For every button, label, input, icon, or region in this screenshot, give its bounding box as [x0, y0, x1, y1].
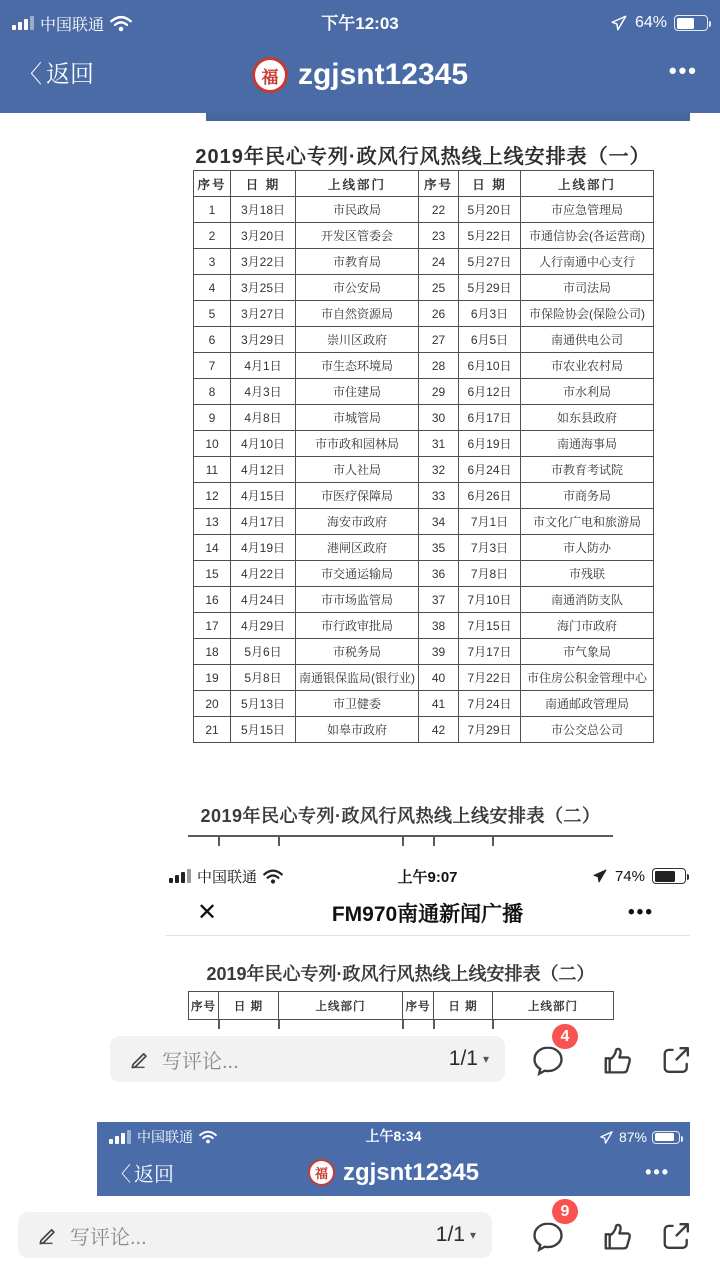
table-cell: 5月27日: [459, 249, 521, 275]
table-cell: 7月3日: [459, 535, 521, 561]
table-cell: 13: [194, 509, 231, 535]
share-button[interactable]: [658, 1218, 694, 1254]
screenshot1-title: FM970南通新闻广播: [331, 902, 524, 926]
table-cell: 5月6日: [231, 639, 296, 665]
table-cell: 6月17日: [459, 405, 521, 431]
table-column-tick: [402, 837, 404, 846]
table-cell: 4月3日: [231, 379, 296, 405]
table-cell: 海门市政府: [521, 613, 654, 639]
table-header-cell: 日 期: [219, 992, 279, 1020]
table-column-tick: [402, 1020, 404, 1029]
write-pencil-icon: [34, 1222, 60, 1248]
like-button[interactable]: [599, 1218, 635, 1254]
table-cell: 10: [194, 431, 231, 457]
write-pencil-icon: [126, 1046, 152, 1072]
table-cell: 港闸区政府: [296, 535, 419, 561]
table-cell: 4月15日: [231, 483, 296, 509]
battery-percent-label: 87%: [618, 1129, 647, 1145]
table-row: [194, 405, 654, 431]
carrier-label: 中国联通: [197, 868, 258, 886]
share-button[interactable]: [658, 1042, 694, 1078]
table-cell: 4月22日: [231, 561, 296, 587]
battery-icon: [652, 868, 686, 884]
screenshot1-status-time: 上午9:07: [397, 868, 458, 886]
nav-bar: [0, 40, 720, 110]
comment-input[interactable]: [18, 1212, 492, 1258]
table-cell: 开发区管委会: [296, 223, 419, 249]
page-selector[interactable]: [449, 1047, 489, 1071]
table-row: [194, 457, 654, 483]
back-button[interactable]: [18, 54, 94, 89]
table-cell: 38: [419, 613, 459, 639]
account-title: zgjsnt12345: [342, 1158, 480, 1186]
table-cell: 3月22日: [231, 249, 296, 275]
table-cell: 3月29日: [231, 327, 296, 353]
table2-preview-title: 2019年民心专列·政风行风热线上线安排表（二）: [200, 806, 601, 826]
table-cell: 7月17日: [459, 639, 521, 665]
table-cell: 市行政审批局: [296, 613, 419, 639]
screenshot1-nav-bar: [165, 890, 690, 936]
table-header-cell: 序号: [419, 171, 459, 197]
table-cell: 29: [419, 379, 459, 405]
back-chevron-icon: 〈: [111, 1164, 131, 1186]
table-row: [194, 249, 654, 275]
close-icon: ✕: [197, 899, 218, 926]
table-column-tick: [492, 1020, 494, 1029]
page-indicator: 1/1: [435, 1223, 465, 1246]
table-cell: 15: [194, 561, 231, 587]
table-cell: 6月12日: [459, 379, 521, 405]
carrier-label: 中国联通: [40, 16, 105, 34]
table-cell: 5月15日: [231, 717, 296, 743]
table-cell: 7月8日: [459, 561, 521, 587]
table-row: [194, 275, 654, 301]
table2-title: 2019年民心专列·政风行风热线上线安排表（二）: [206, 964, 595, 984]
table-row: [194, 561, 654, 587]
table-row: [194, 613, 654, 639]
screenshot2-status-bar: [97, 1122, 690, 1149]
table-cell: 市住房公积金管理中心: [521, 665, 654, 691]
page-selector[interactable]: [436, 1223, 476, 1247]
table-cell: 4月19日: [231, 535, 296, 561]
table-cell: 40: [419, 665, 459, 691]
table-cell: 37: [419, 587, 459, 613]
table-cell: 3月18日: [231, 197, 296, 223]
table-column-tick: [218, 1020, 220, 1029]
table-header-row: [194, 171, 654, 197]
table-cell: 22: [419, 197, 459, 223]
table-cell: 34: [419, 509, 459, 535]
table-cell: 21: [194, 717, 231, 743]
table-cell: 4月29日: [231, 613, 296, 639]
table-cell: 市残联: [521, 561, 654, 587]
table-cell: 20: [194, 691, 231, 717]
embedded-screenshot-zgjsnt: [97, 1122, 690, 1196]
table-cell: 市通信协会(各运营商): [521, 223, 654, 249]
account-title-group: [252, 57, 468, 93]
table-header-cell: 日 期: [434, 992, 493, 1020]
table-cell: 18: [194, 639, 231, 665]
table-cell: 7: [194, 353, 231, 379]
table-cell: 27: [419, 327, 459, 353]
table-cell: 市公安局: [296, 275, 419, 301]
table-cell: 7月29日: [459, 717, 521, 743]
table-cell: 市税务局: [296, 639, 419, 665]
more-menu-button[interactable]: •••: [668, 58, 698, 83]
table-header-cell: 日 期: [459, 171, 521, 197]
table-cell: 6月19日: [459, 431, 521, 457]
table-row: [194, 223, 654, 249]
table-cell: 6月10日: [459, 353, 521, 379]
table-cell: 南通邮政管理局: [521, 691, 654, 717]
table-cell: 市司法局: [521, 275, 654, 301]
table-cell: 2: [194, 223, 231, 249]
chevron-down-icon: ▾: [469, 1228, 476, 1242]
more-icon: •••: [628, 901, 654, 923]
table-cell: 14: [194, 535, 231, 561]
table-cell: 5月20日: [459, 197, 521, 223]
account-title: zgjsnt12345: [297, 58, 469, 91]
table-cell: 市自然资源局: [296, 301, 419, 327]
screenshot2-status-time: 上午8:34: [365, 1128, 422, 1144]
table-cell: 35: [419, 535, 459, 561]
like-button[interactable]: [599, 1042, 635, 1078]
table-cell: 1: [194, 197, 231, 223]
table-column-tick: [218, 837, 220, 846]
table-cell: 17: [194, 613, 231, 639]
table-cell: 市市政和园林局: [296, 431, 419, 457]
table-cell: 市人防办: [521, 535, 654, 561]
table-cell: 市气象局: [521, 639, 654, 665]
table-cell: 30: [419, 405, 459, 431]
table-cell: 市农业农村局: [521, 353, 654, 379]
table-cell: 11: [194, 457, 231, 483]
table-cell: 8: [194, 379, 231, 405]
table-cell: 5月29日: [459, 275, 521, 301]
table-cell: 26: [419, 301, 459, 327]
table-cell: 市教育考试院: [521, 457, 654, 483]
account-logo-icon: 福: [252, 57, 288, 93]
table-cell: 市卫健委: [296, 691, 419, 717]
table-cell: 市人社局: [296, 457, 419, 483]
schedule-table-2-header: [188, 991, 614, 1020]
app-header: [0, 0, 720, 113]
table-cell: 3月27日: [231, 301, 296, 327]
table-cell: 6月26日: [459, 483, 521, 509]
table-header-cell: 序号: [194, 171, 231, 197]
page-indicator: 1/1: [448, 1047, 478, 1070]
back-label-static: 〈 返回: [111, 1158, 174, 1187]
battery-icon: [674, 15, 708, 31]
table-cell: 市文化广电和旅游局: [521, 509, 654, 535]
table-column-tick: [278, 837, 280, 846]
table-cell: 3: [194, 249, 231, 275]
table-cell: 39: [419, 639, 459, 665]
table-cell: 市教育局: [296, 249, 419, 275]
table-cell: 4月1日: [231, 353, 296, 379]
table-cell: 市水利局: [521, 379, 654, 405]
table-header-cell: 上线部门: [279, 992, 403, 1020]
table-cell: 36: [419, 561, 459, 587]
table-cell: 4: [194, 275, 231, 301]
table-cell: 海安市政府: [296, 509, 419, 535]
table-cell: 市应急管理局: [521, 197, 654, 223]
comment-bar-1: [0, 1027, 720, 1088]
table-cell: 如东县政府: [521, 405, 654, 431]
table-cell: 市公交总公司: [521, 717, 654, 743]
table-cell: 南通银保监局(银行业): [296, 665, 419, 691]
battery-percent-label: 64%: [634, 14, 667, 31]
table-row: [194, 691, 654, 717]
table2-preview: [188, 802, 613, 845]
comment-placeholder: 写评论...: [162, 1050, 239, 1073]
table-cell: 4月24日: [231, 587, 296, 613]
table-header-cell: 上线部门: [493, 992, 614, 1020]
table-row: [194, 509, 654, 535]
table-cell: 7月24日: [459, 691, 521, 717]
table-row: [194, 717, 654, 743]
table-cell: 南通海事局: [521, 431, 654, 457]
table-cell: 6月24日: [459, 457, 521, 483]
table-cell: 7月1日: [459, 509, 521, 535]
table-row: [194, 353, 654, 379]
account-title-group: [308, 1159, 479, 1187]
table-cell: 12: [194, 483, 231, 509]
table-cell: 3月25日: [231, 275, 296, 301]
table-row: [194, 665, 654, 691]
comment-count-badge: 4: [552, 1024, 578, 1049]
table-cell: 市住建局: [296, 379, 419, 405]
table-cell: 6: [194, 327, 231, 353]
table-cell: 市保险协会(保险公司): [521, 301, 654, 327]
table-cell: 23: [419, 223, 459, 249]
table-cell: 16: [194, 587, 231, 613]
status-bar: [0, 0, 720, 40]
table1-title: 2019年民心专列·政风行风热线上线安排表（一）: [195, 146, 651, 168]
table-cell: 24: [419, 249, 459, 275]
table-cell: 31: [419, 431, 459, 457]
table-cell: 如皋市政府: [296, 717, 419, 743]
table-cell: 人行南通中心支行: [521, 249, 654, 275]
table-cell: 市市场监管局: [296, 587, 419, 613]
table-cell: 42: [419, 717, 459, 743]
table-header-cell: 日 期: [231, 171, 296, 197]
table2-bottom-ticks: [188, 1020, 613, 1030]
table-cell: 5月22日: [459, 223, 521, 249]
table-cell: 33: [419, 483, 459, 509]
table-cell: 5: [194, 301, 231, 327]
table-header-cell: 上线部门: [521, 171, 654, 197]
chevron-down-icon: ▾: [482, 1052, 489, 1066]
table-cell: 市城管局: [296, 405, 419, 431]
table-column-tick: [433, 1020, 435, 1029]
table-cell: 25: [419, 275, 459, 301]
table-cell: 4月17日: [231, 509, 296, 535]
table-cell: 7月22日: [459, 665, 521, 691]
carrier-label: 中国联通: [137, 1129, 193, 1145]
table-cell: 28: [419, 353, 459, 379]
table-cell: 市医疗保障局: [296, 483, 419, 509]
table-row: [194, 197, 654, 223]
screenshot2-nav-bar: [97, 1149, 690, 1196]
table-row: [194, 431, 654, 457]
table-header-cell: 上线部门: [296, 171, 419, 197]
table-header-cell: 序号: [403, 992, 434, 1020]
table-column-tick: [433, 837, 435, 846]
table-cell: 7月10日: [459, 587, 521, 613]
back-label: 返回: [46, 61, 94, 88]
table-column-tick: [492, 837, 494, 846]
comment-bar-2: [0, 1202, 720, 1263]
table-cell: 32: [419, 457, 459, 483]
table-cell: 3月20日: [231, 223, 296, 249]
battery-percent-label: 74%: [614, 867, 645, 885]
table-cell: 4月8日: [231, 405, 296, 431]
table-cell: 5月8日: [231, 665, 296, 691]
comment-input[interactable]: [110, 1036, 505, 1082]
battery-icon: [652, 1131, 680, 1144]
table-cell: 6月3日: [459, 301, 521, 327]
table-column-tick: [278, 1020, 280, 1029]
table-cell: 6月5日: [459, 327, 521, 353]
table-cell: 19: [194, 665, 231, 691]
table-cell: 9: [194, 405, 231, 431]
more-icon: •••: [645, 1162, 670, 1182]
table-cell: 7月15日: [459, 613, 521, 639]
table-row: [194, 639, 654, 665]
table-cell: 南通供电公司: [521, 327, 654, 353]
table-header-row: [189, 992, 614, 1020]
embedded-image-top-sliver: [206, 113, 690, 121]
table-cell: 市交通运输局: [296, 561, 419, 587]
table-cell: 5月13日: [231, 691, 296, 717]
screenshot1-status-bar: [165, 862, 690, 890]
table-cell: 4月10日: [231, 431, 296, 457]
table-cell: 41: [419, 691, 459, 717]
back-chevron-icon: 〈: [18, 61, 42, 88]
table-cell: 市商务局: [521, 483, 654, 509]
comment-count-badge: 9: [552, 1199, 578, 1224]
table-header-cell: 序号: [189, 992, 219, 1020]
status-time: 下午12:03: [321, 13, 399, 33]
table-cell: 南通消防支队: [521, 587, 654, 613]
table-cell: 崇川区政府: [296, 327, 419, 353]
table-cell: 市民政局: [296, 197, 419, 223]
table-row: [194, 301, 654, 327]
table-row: [194, 379, 654, 405]
table-row: [194, 483, 654, 509]
table2-preview-topline: [188, 835, 613, 845]
table-cell: 市生态环境局: [296, 353, 419, 379]
schedule-table-1: [193, 170, 654, 743]
table-cell: 4月12日: [231, 457, 296, 483]
table-row: [194, 535, 654, 561]
table-row: [194, 587, 654, 613]
comment-placeholder: 写评论...: [70, 1226, 147, 1249]
table-row: [194, 327, 654, 353]
account-logo-icon: 福: [308, 1159, 335, 1186]
